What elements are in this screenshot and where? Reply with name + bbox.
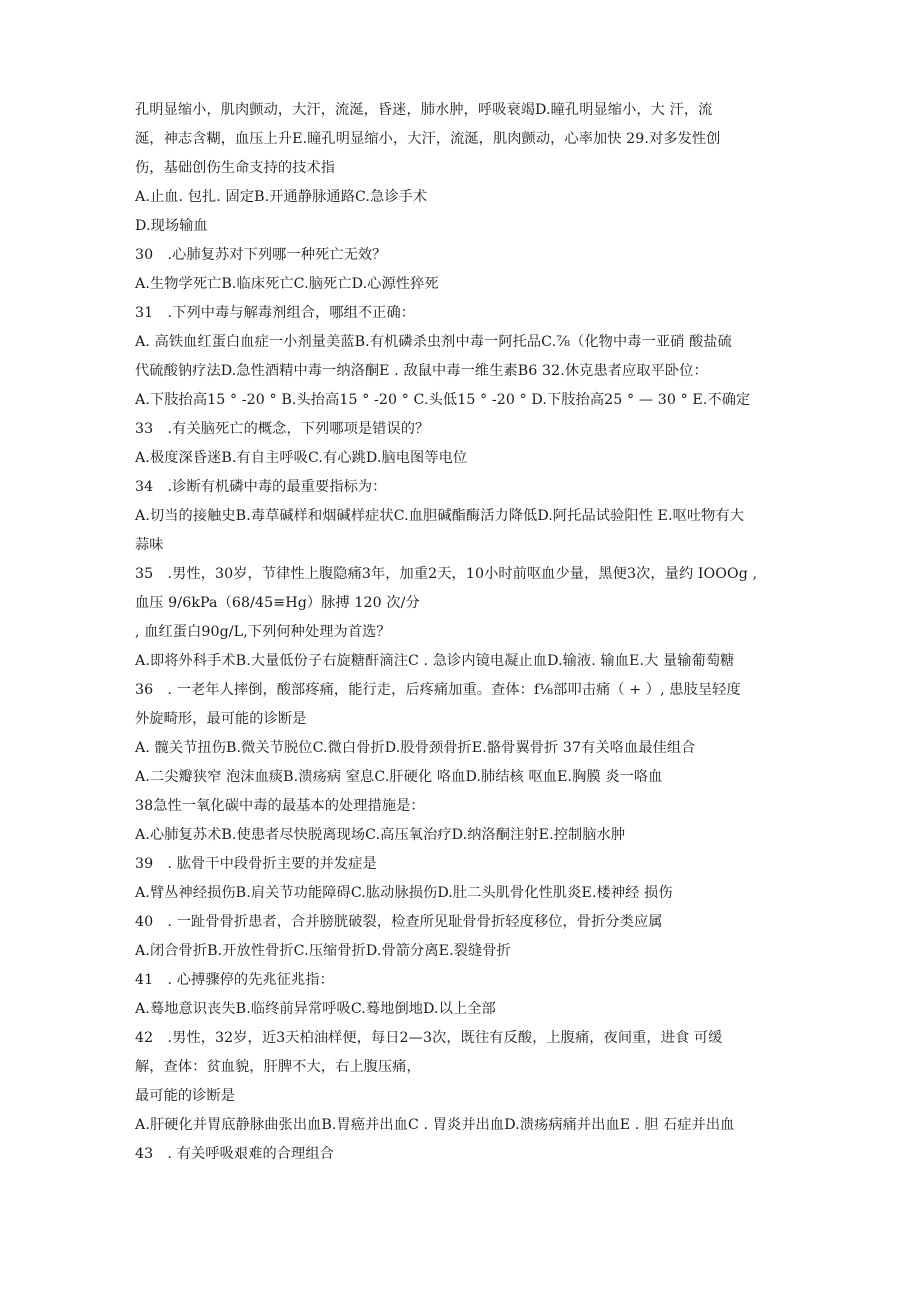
text-line: A.闭合骨折B.开放性骨折C.压缩骨折D.骨箭分离E.裂缝骨折: [135, 943, 511, 959]
text-line: 血压 9/6kPa（68/45≡Hg）脉搏 120 次/分: [135, 595, 420, 611]
text-line: 31 .下列中毒与解毒剂组合，哪组不正确：: [135, 305, 416, 321]
text-line: A.切当的接触史B.毒草碱样和烟碱样症状C.血胆碱酯酶活力降低D.阿托品试验阳性 E.呕吐物有大: [135, 508, 745, 524]
text-line: 43 . 有关呼吸艰难的合理组合: [135, 1146, 334, 1162]
text-line: A.下肢抬高15 ° -20 ° B.头抬高15 ° -20 ° C.头低15 ° -20 ° D.下肢抬高25 ° — 30 ° E.不确定: [135, 392, 751, 408]
text-line: 外旋畸形，最可能的诊断是: [135, 711, 307, 727]
text-line: A.二尖瓣狭窄 泡沫血痰B.溃疡病 窒息C.肝硬化 咯血D.肺结核 呕血E.胸膜 炎一咯血: [135, 769, 663, 785]
text-line: D.现场输血: [135, 218, 208, 234]
text-line: A.臂丛神经损伤B.肩关节功能障碍C.肱动脉损伤D.肚二头肌骨化性肌炎E.楼神经 损伤: [135, 885, 673, 901]
text-line: 伤，基础创伤生命支持的技术指: [135, 160, 336, 176]
text-line: A.肝硬化并胃底静脉曲张出血B.胃癌并出血C . 胃炎并出血D.溃疡病痛并出血E . 胆 石症并出血: [135, 1117, 735, 1133]
text-line: 40 . 一趾骨骨折患者，合并膀胱破裂，检查所见耻骨骨折轻度移位，骨折分类应属: [135, 914, 663, 930]
text-line: 38急性一氧化碳中毒的最基本的处理措施是：: [135, 798, 425, 814]
text-line: 孔明显缩小，肌肉颤动，大汗，流涎，昏迷，肺水肿，呼吸衰竭D.瞳孔明显缩小，大 汗，流: [135, 102, 713, 118]
text-line: A.即将外科手术B.大量低份子右旋糖酐滴注C . 急诊内镜电凝止血D.输液. 输血E.大 量输葡萄糖: [135, 653, 735, 669]
text-line: 33 .有关脑死亡的概念，下列哪项是错误的？: [135, 421, 430, 437]
text-line: A.心肺复苏术B.使患者尽快脱离现场C.高压氧治疗D.纳洛酮注射E.控制脑水肿: [135, 827, 626, 843]
text-line: 39 . 肱骨干中段骨折主要的并发症是: [135, 856, 377, 872]
text-line: 最可能的诊断是: [135, 1088, 236, 1104]
text-line: A.止血. 包扎. 固定B.开通静脉通路C.急诊手术: [135, 189, 428, 205]
text-line: 34 .诊断有机磷中毒的最重要指标为：: [135, 479, 387, 495]
text-line: 30 .心肺复苏对下列哪一种死亡无效？: [135, 247, 387, 263]
text-line: 涎，神志含糊，血压上升E.瞳孔明显缩小，大汗，流涎，肌肉颤动，心率加快 29.对多发性创: [135, 131, 721, 147]
text-line: 42 .男性，32岁，近3天柏油样便，每日2—3次，既往有反酸，上腹痛，夜间重，进食 可缓: [135, 1030, 723, 1046]
text-line: A.蓦地意识丧失B.临终前异常呼吸C.蓦地倒地D.以上全部: [135, 1001, 496, 1017]
text-line: 41 . 心搏骤停的先兆征兆指：: [135, 972, 334, 988]
text-line: A. 髋关节扭伤B.微关节脱位C.微白骨折D.股骨颈骨折E.骼骨翼骨折 37有关咯血最佳组合: [135, 740, 696, 756]
text-line: 解，查体：贫血貌，肝脾不大，右上腹压痛，: [135, 1059, 421, 1075]
text-line: A. 高铁血红蛋白血症一小剂量美蓝B.有机磷杀虫剂中毒一阿托品C.⅞（化物中毒一亚硝 酸盐硫: [135, 334, 732, 350]
text-line: A.生物学死亡B.临床死亡C.脑死亡D.心源性猝死: [135, 276, 439, 292]
question-text-block: [135, 96, 795, 1169]
text-line: 35 .男性，30岁，节律性上腹隐痛3年，加重2天，10小时前呕血少量，黑便3次，量约 IOOOg ,: [135, 566, 758, 582]
text-line: 蒜味: [135, 537, 164, 553]
text-line: 代硫酸钠疗法D.急性酒精中毒一纳洛酮E . 敌鼠中毒一维生素B6 32.休克患者应取平卧位：: [135, 363, 708, 379]
text-line: 36 . 一老年人摔倒，酸部疼痛，能行走，后疼痛加重。查体：f⅛部叩击痛（ + ）, 患肢呈轻度: [135, 682, 741, 698]
text-line: , 血红蛋白90g/L,下列何种处理为首选？: [135, 624, 391, 640]
text-line: A.极度深昏迷B.有自主呼吸C.有心跳D.脑电图等电位: [135, 450, 468, 466]
